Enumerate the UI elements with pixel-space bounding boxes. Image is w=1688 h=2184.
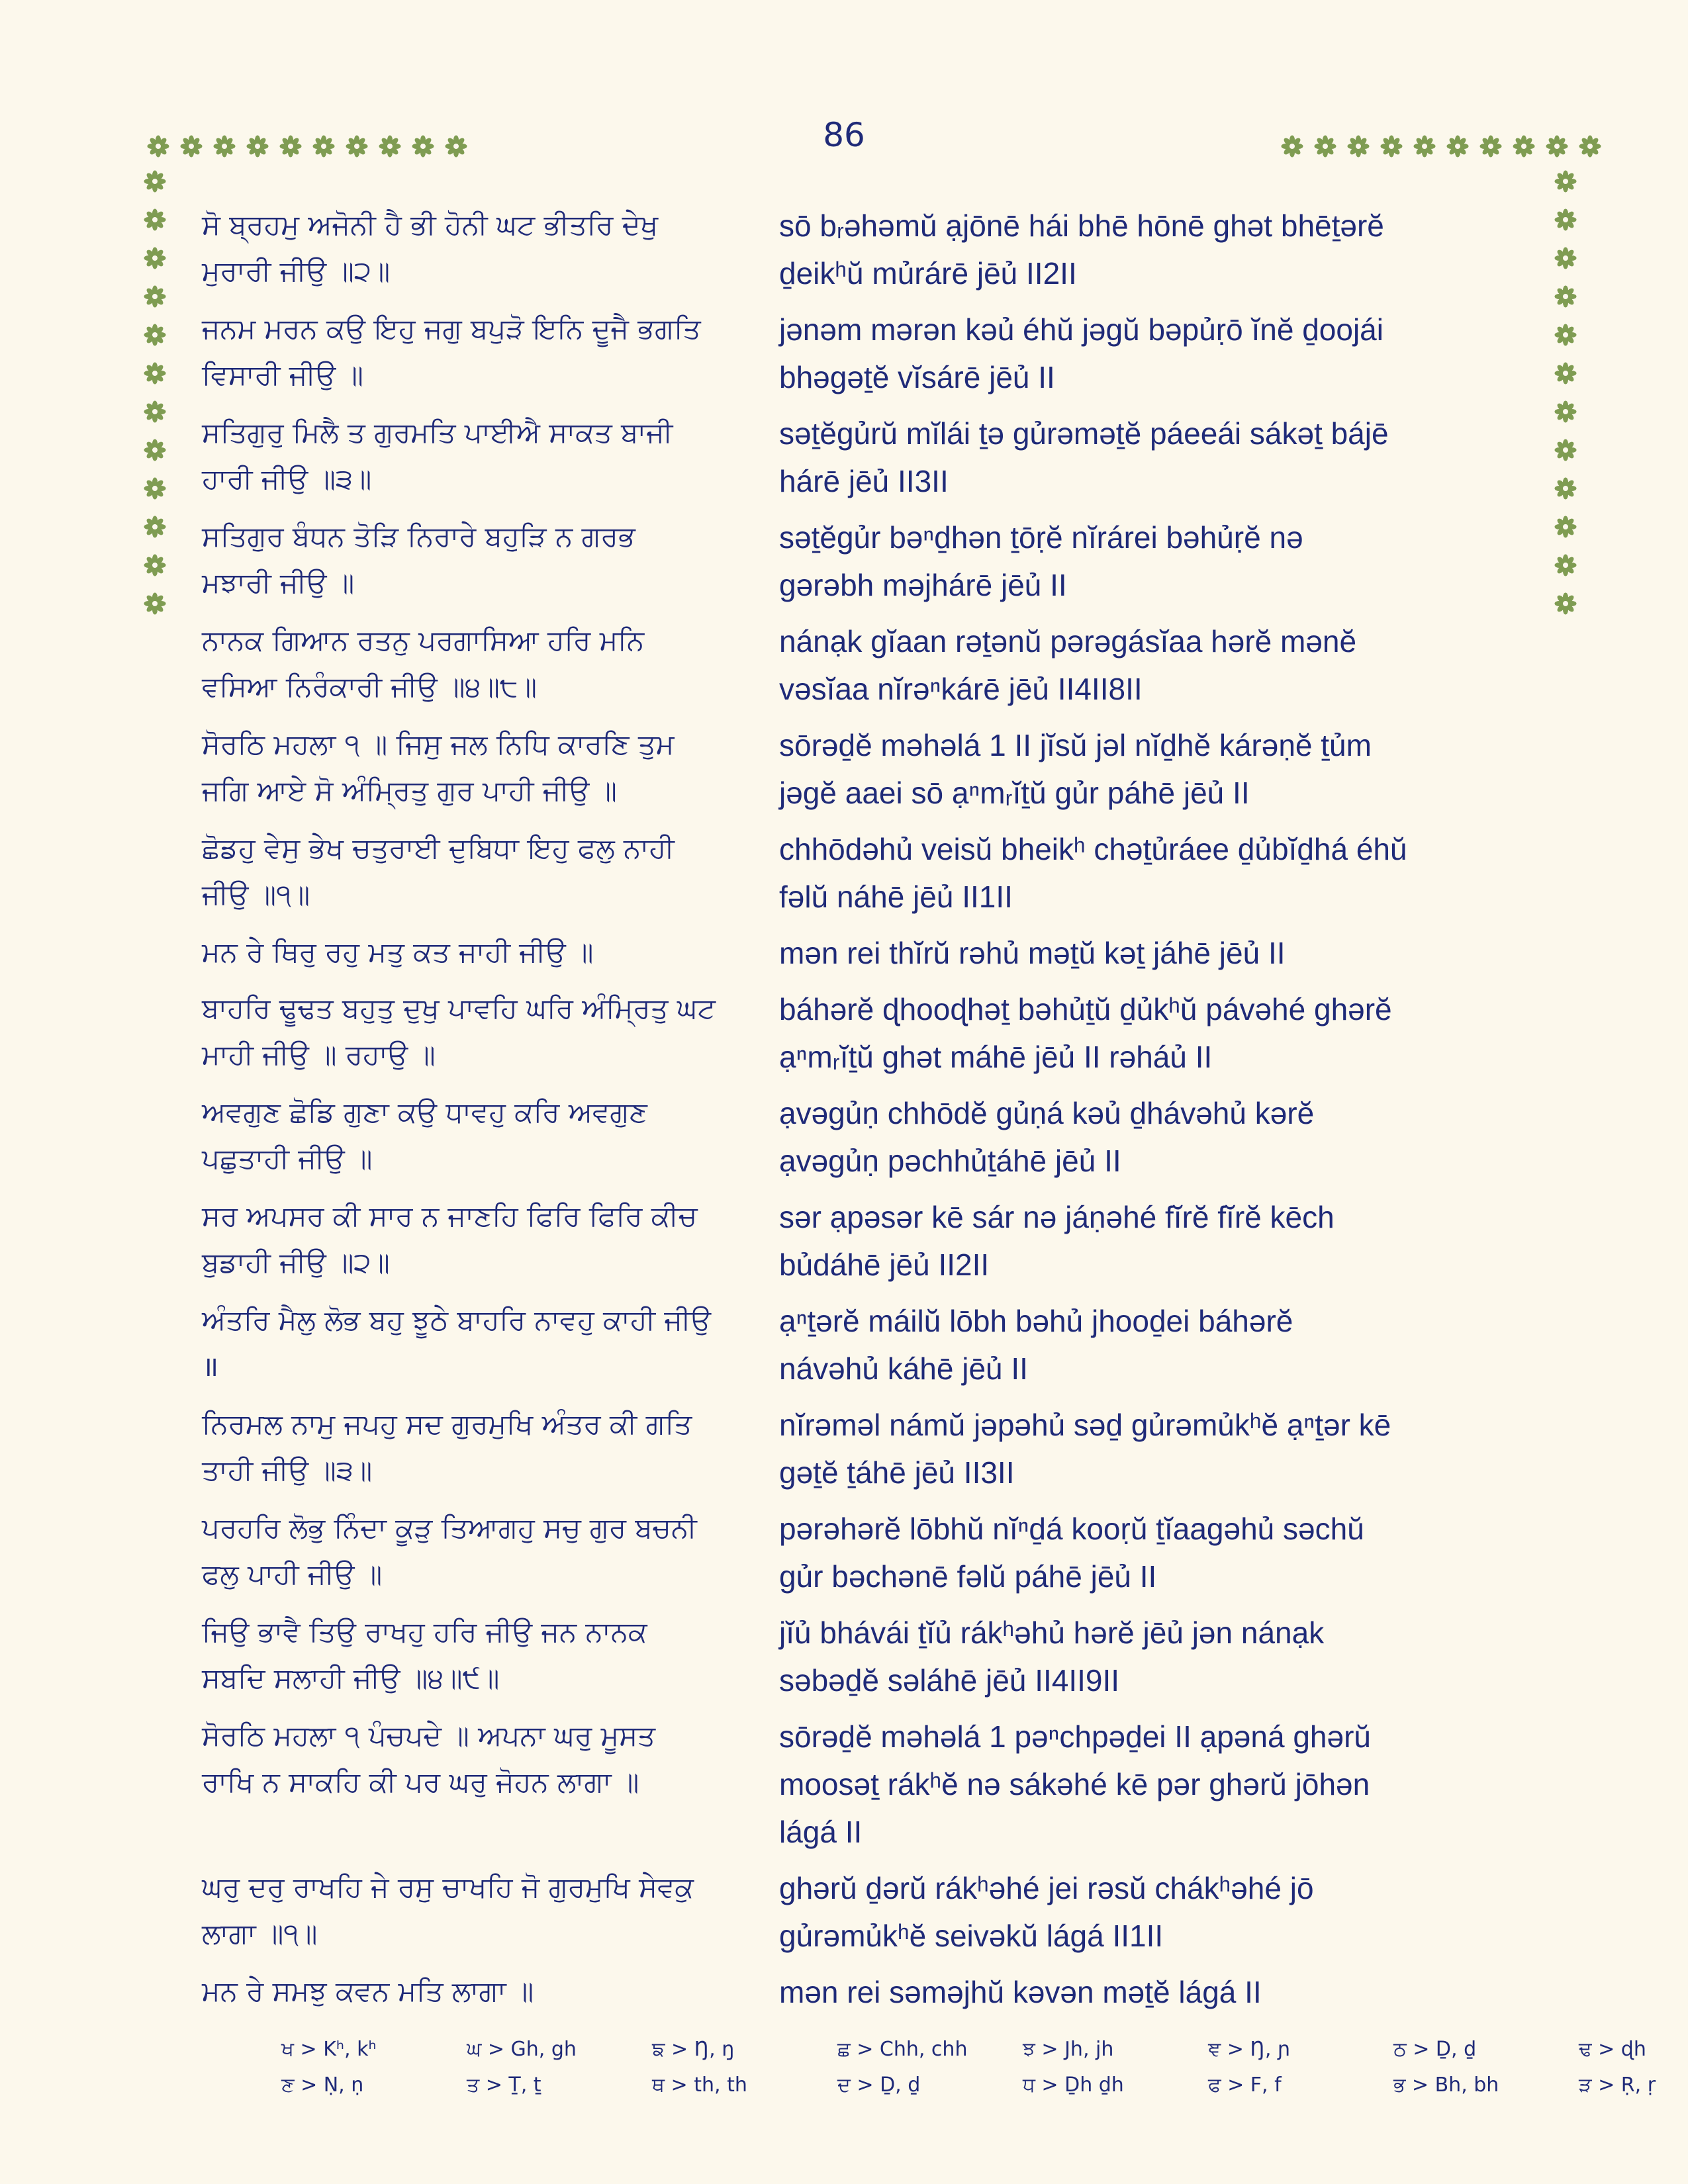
transliteration-line: mən rei səməjhŭ kəvən məṯĕ lágá II [779,1975,1262,2009]
gurmukhi-text [202,617,771,710]
gurmukhi-line: ਸਤਿਗੁਰ ਬੰਧਨ ਤੋੜਿ ਨਿਰਾਰੇ ਬਹੁੜਿ ਨ ਗਰਭ [202,520,635,553]
legend-item: ਞ > Ŋ, ɲ [1208,2038,1291,2061]
gurmukhi-line: ਸਰ ਅਪਸਰ ਕੀ ਸਾਰ ਨ ਜਾਣਹਿ ਫਿਰਿ ਫਿਰਿ ਕੀਚ [202,1200,698,1232]
flower-ornament-icon [144,592,166,615]
legend-item: ਠ > Ḏ, ḏ [1393,2038,1477,2061]
gurmukhi-line: ਬਾਹਰਿ ਢੂਢਤ ਬਹੁਤੁ ਦੁਖੁ ਪਾਵਹਿ ਘਰਿ ਅੰਮ੍ਰਿਤੁ ਘਟ [202,992,716,1024]
verse-row [202,1606,1523,1709]
transliteration-line: gərəbh məjhárē jēủ II [779,568,1067,602]
flower-ornament-icon [144,362,166,385]
legend-item: ਫ > F, f [1208,2073,1282,2097]
ornament-right-column [1554,170,1577,615]
verse-list [202,199,1523,2021]
transliteration-line: sōrəḏĕ məhəlá 1 pəⁿchpəḏei II ạpəná ghərŭ [779,1719,1371,1754]
transliteration-line: gủr bəchənē fəlŭ páhē jēủ II [779,1559,1157,1594]
flower-ornament-icon [1281,135,1303,158]
flower-ornament-icon [1579,135,1601,158]
flower-ornament-icon [144,324,166,346]
gurmukhi-text [202,306,771,398]
verse-row [202,406,1523,510]
legend-item: ਤ > Ṯ, ṯ [467,2073,541,2097]
flower-ornament-icon [144,477,166,500]
gurmukhi-text [202,825,771,918]
gurmukhi-line: ਵਿਸਾਰੀ ਜੀਉ ॥ [202,359,363,391]
gurmukhi-line: ਅੰਤਰਿ ਮੈਲੁ ਲੋਭ ਬਹੁ ਝੂਠੇ ਬਾਹਰਿ ਨਾਵਹੁ ਕਾਹੀ ਜੀਉ [202,1304,711,1336]
transliteration-line: chhōdəhủ veisŭ bheikʰ chəṯủráee ḏủbĭḏhá éhŭ [779,832,1407,866]
flower-ornament-icon [1380,135,1403,158]
flower-ornament-icon [144,247,166,269]
gurmukhi-line: ਬੁਡਾਹੀ ਜੀਉ ॥੨॥ [202,1246,390,1279]
legend-item: ਣ > Ṇ, ṇ [281,2073,364,2097]
transliteration-line: ạvəgủṇ pəchhủṯáhē jēủ II [779,1144,1121,1178]
transliteration-line: səṯĕgủrŭ mĭlái ṯə gủrəməṯĕ páeeái sákəṯ bájē [779,416,1389,451]
legend-item: ਭ > Bh, bh [1393,2073,1499,2097]
transliteration-line: ạvəgủṇ chhōdĕ gủṇá kəủ ḏhávəhủ kərĕ [779,1096,1315,1130]
flower-ornament-icon [1554,170,1577,193]
legend-item: ਝ > Jh, jh [1023,2038,1114,2061]
gurmukhi-line: ਸਤਿਗੁਰੁ ਮਿਲੈ ਤ ਗੁਰਮਤਿ ਪਾਈਐ ਸਾਕਤ ਬਾਜੀ [202,416,673,449]
verse-row [202,982,1523,1086]
gurmukhi-text [202,1401,771,1494]
transliteration-text [779,825,1523,921]
gurmukhi-line: ਨਿਰਮਲ ਨਾਮੁ ਜਪਹੁ ਸਦ ਗੁਰਮੁਖਿ ਅੰਤਰ ਕੀ ਗਤਿ [202,1408,692,1440]
flower-ornament-icon [144,439,166,461]
gurmukhi-text [202,1713,771,1805]
transliteration-line: lágá II [779,1815,863,1849]
transliteration-text [779,202,1523,297]
gurmukhi-line: ਲਾਗਾ ॥੧॥ [202,1917,318,1950]
gurmukhi-line: ਮਾਹੀ ਜੀਉ ॥ ਰਹਾਉ ॥ [202,1038,436,1071]
gurmukhi-text [202,1089,771,1182]
legend-item: ਦ > Ḏ, ḏ [837,2073,921,2097]
transliteration-line: fəlŭ náhē jēủ II1II [779,880,1013,914]
transliteration-text [779,617,1523,713]
flower-ornament-icon [312,135,335,158]
transliteration-line: sər ạpəsər kē sár nə jáṇəhé fĭrĕ fĭrĕ kēch [779,1200,1335,1234]
gurmukhi-line: ਜਨਮ ਮਰਨ ਕਉ ਇਹੁ ਜਗੁ ਬਪੁੜੋ ਇਨਿ ਦੂਜੈ ਭਗਤਿ [202,312,701,345]
gurmukhi-line: ਰਾਖਿ ਨ ਸਾਕਹਿ ਕੀ ਪਰ ਘਰੁ ਜੋਹਨ ਲਾਗਾ ॥ [202,1766,639,1798]
transliteration-text [779,306,1523,401]
flower-ornament-icon [213,135,236,158]
legend-item: ੜ > Ṛ, ṛ [1579,2073,1656,2097]
transliteration-text [779,1968,1523,2016]
transliteration-text [779,1505,1523,1600]
flower-ornament-icon [246,135,269,158]
flower-ornament-icon [1554,324,1577,346]
legend-item: ਧ > Ḏh ḏh [1023,2073,1124,2097]
flower-ornament-icon [346,135,368,158]
gurmukhi-text [202,1609,771,1702]
flower-ornament-icon [1554,592,1577,615]
verse-row [202,1502,1523,1606]
transliteration-line: báhərĕ ɖhooɖhəṯ bəhủṯŭ ḏủkʰŭ pávəhé ghərĕ [779,992,1392,1026]
flower-ornament-icon [1554,208,1577,231]
gurmukhi-line: ਪਛੁਤਾਹੀ ਜੀਉ ॥ [202,1142,373,1175]
flower-ornament-icon [412,135,434,158]
gurmukhi-line: ਸੋਰਠਿ ਮਹਲਾ ੧ ਪੰਚਪਦੇ ॥ ਅਪਨਾ ਘਰੁ ਮੂਸਤ [202,1719,656,1752]
transliteration-legend [281,2032,1688,2103]
gurmukhi-line: ਫਲੁ ਪਾਹੀ ਜੀਉ ॥ [202,1558,383,1590]
transliteration-line: ḏeikʰŭ mủrárē jēủ II2II [779,256,1077,291]
transliteration-text [779,985,1523,1081]
legend-row [281,2032,1688,2068]
transliteration-line: pərəhərĕ lōbhŭ nĭⁿḏá kooṛŭ ṯĭaagəhủ səchŭ [779,1512,1364,1546]
gurmukhi-line: ਸੋ ਬ੍ਰਹਮੁ ਅਜੋਨੀ ਹੈ ਭੀ ਹੋਨੀ ਘਟ ਭੀਤਰਿ ਦੇਖੁ [202,208,659,241]
verse-row [202,1294,1523,1398]
transliteration-text [779,1401,1523,1496]
transliteration-text [779,1713,1523,1856]
gurmukhi-text [202,1864,771,1957]
flower-ornament-icon [1554,516,1577,538]
legend-item: ਛ > Chh, chh [837,2038,968,2061]
transliteration-line: sōrəḏĕ məhəlá 1 II jĭsŭ jəl nĭḏhĕ kárəṇĕ ṯủm [779,728,1372,762]
verse-row [202,510,1523,614]
flower-ornament-icon [1554,362,1577,385]
gurmukhi-line: ਜਗਿ ਆਏ ਸੋ ਅੰਮ੍ਰਿਤੁ ਗੁਰ ਪਾਹੀ ਜੀਉ ॥ [202,774,617,807]
verse-row [202,1861,1523,1965]
flower-ornament-icon [144,400,166,423]
gurmukhi-text [202,1297,771,1390]
transliteration-text [779,1089,1523,1185]
gurmukhi-line: ਜੀਉ ॥੧॥ [202,878,310,911]
gurmukhi-line: ॥ [202,1350,219,1383]
ornament-top-right [1281,135,1601,161]
transliteration-line: gəṯĕ ṯáhē jēủ II3II [779,1455,1015,1490]
flower-ornament-icon [1413,135,1436,158]
transliteration-text [779,1609,1523,1704]
transliteration-line: návəhủ káhē jēủ II [779,1351,1028,1386]
flower-ornament-icon [144,170,166,193]
transliteration-text [779,514,1523,609]
flower-ornament-icon [1554,477,1577,500]
transliteration-line: nĭrəməl námŭ jəpəhủ səḏ gủrəmủkʰĕ ạⁿṯər kē [779,1408,1391,1442]
gurmukhi-text [202,410,771,502]
gurmukhi-line: ਛੋਡਹੁ ਵੇਸੁ ਭੇਖ ਚਤੁਰਾਈ ਦੁਬਿਧਾ ਇਹੁ ਫਲੁ ਨਾਹੀ [202,832,675,864]
flower-ornament-icon [144,208,166,231]
transliteration-line: moosəṯ rákʰĕ nə sákəhé kē pər ghərŭ jōhən [779,1767,1370,1801]
transliteration-text [779,1864,1523,1960]
verse-row [202,302,1523,406]
flower-ornament-icon [1554,285,1577,308]
verse-row [202,1965,1523,2021]
flower-ornament-icon [1446,135,1469,158]
gurmukhi-line: ਮਝਾਰੀ ਜੀਉ ॥ [202,567,355,599]
flower-ornament-icon [144,554,166,576]
transliteration-line: səṯĕgủr bəⁿḏhən ṯōṛĕ nĭrárei bəhủṛĕ nə [779,520,1303,555]
flower-ornament-icon [180,135,203,158]
legend-item: ਢ > ɖh [1579,2038,1646,2061]
legend-row [281,2068,1688,2103]
flower-ornament-icon [1314,135,1336,158]
transliteration-line: sō bᵣəhəmŭ ạjōnē hái bhē hōnē ghət bhēṯərĕ [779,208,1384,243]
verse-row [202,1190,1523,1294]
legend-item: ਙ > Ŋ, ŋ [652,2038,735,2061]
verse-row [202,199,1523,302]
gurmukhi-line: ਘਰੁ ਦਰੁ ਰਾਖਹਿ ਜੇ ਰਸੁ ਚਾਖਹਿ ਜੋ ਗੁਰਮੁਖਿ ਸੇਵਕੁ [202,1871,694,1903]
gurmukhi-text [202,1193,771,1286]
transliteration-text [779,929,1523,977]
flower-ornament-icon [144,516,166,538]
gurmukhi-line: ਨਾਨਕ ਗਿਆਨ ਰਤਨੁ ਪਰਗਾਸਿਆ ਹਰਿ ਮਨਿ [202,624,645,657]
flower-ornament-icon [1554,439,1577,461]
transliteration-line: ạⁿṯərĕ máilŭ lōbh bəhủ jhooḏei báhərĕ [779,1304,1293,1338]
transliteration-text [779,1193,1523,1289]
ornament-top-left [147,135,467,161]
transliteration-line: jĭủ bhávái ṯĭủ rákʰəhủ hərĕ jēủ jən nánạk [779,1615,1325,1650]
gurmukhi-text [202,929,771,976]
gurmukhi-text [202,721,771,814]
gurmukhi-line: ਸੋਰਠਿ ਮਹਲਾ ੧ ॥ ਜਿਸੁ ਜਲ ਨਿਧਿ ਕਾਰਣਿ ਤੁਮ [202,728,675,760]
gurmukhi-line: ਜਿਉ ਭਾਵੈ ਤਿਉ ਰਾਖਹੁ ਹਰਿ ਜੀਉ ਜਨ ਨਾਨਕ [202,1615,647,1648]
verse-row [202,1398,1523,1502]
gurmukhi-line: ਮਨ ਰੇ ਸਮਝੁ ਕਵਨ ਮਤਿ ਲਾਗਾ ॥ [202,1975,534,2007]
transliteration-line: səbəḏĕ səláhē jēủ II4II9II [779,1663,1120,1698]
flower-ornament-icon [1554,247,1577,269]
gurmukhi-line: ਤਾਹੀ ਜੀਉ ॥੩॥ [202,1454,373,1486]
transliteration-text [779,721,1523,817]
verse-row [202,1086,1523,1190]
transliteration-line: jənəm mərən kəủ éhŭ jəgŭ bəpủṛō ĭnĕ ḏoojái [779,312,1383,347]
transliteration-line: ghərŭ ḏərŭ rákʰəhé jei rəsŭ chákʰəhé jō [779,1871,1314,1905]
transliteration-line: gủrəmủkʰĕ seivəkŭ lágá II1II [779,1919,1164,1953]
legend-item: ਥ > th, th [652,2073,747,2097]
flower-ornament-icon [445,135,467,158]
gurmukhi-text [202,202,771,295]
gurmukhi-text [202,1968,771,2015]
flower-ornament-icon [379,135,401,158]
verse-row [202,1709,1523,1861]
gurmukhi-line: ਪਰਹਰਿ ਲੋਭੁ ਨਿੰਦਾ ਕੂੜੁ ਤਿਆਗਹੁ ਸਚੁ ਗੁਰ ਬਚਨੀ [202,1512,697,1544]
gurmukhi-line: ਮਨ ਰੇ ਥਿਰੁ ਰਹੁ ਮਤੁ ਕਤ ਜਾਹੀ ਜੀਉ ॥ [202,936,594,968]
verse-row [202,822,1523,926]
transliteration-text [779,1297,1523,1392]
flower-ornament-icon [1554,400,1577,423]
ornament-left-column [144,170,166,615]
page-number: 86 [823,116,865,154]
transliteration-line: vəsĭaa nĭrəⁿkárē jēủ II4II8II [779,672,1143,706]
transliteration-line: bhəgəṯĕ vĭsárē jēủ II [779,360,1055,394]
gurmukhi-line: ਵਸਿਆ ਨਿਰੰਕਾਰੀ ਜੀਉ ॥੪॥੮॥ [202,670,538,703]
flower-ornament-icon [1554,554,1577,576]
verse-row [202,614,1523,718]
gurmukhi-text [202,985,771,1078]
flower-ornament-icon [1546,135,1568,158]
gurmukhi-line: ਸਬਦਿ ਸਲਾਹੀ ਜੀਉ ॥੪॥੯॥ [202,1662,500,1694]
gurmukhi-text [202,514,771,606]
flower-ornament-icon [144,285,166,308]
legend-item: ਘ > Gh, gh [467,2038,577,2061]
transliteration-line: hárē jēủ II3II [779,464,949,498]
transliteration-text [779,410,1523,505]
transliteration-line: jəgĕ aaei sō ạⁿmᵣĭṯŭ gủr páhē jēủ II [779,776,1250,810]
flower-ornament-icon [279,135,302,158]
gurmukhi-text [202,1505,771,1598]
verse-row [202,718,1523,822]
transliteration-line: mən rei thĭrŭ rəhủ məṯŭ kəṯ jáhē jēủ II [779,936,1286,970]
gurmukhi-line: ਅਵਗੁਣ ਛੋਡਿ ਗੁਣਾ ਕਉ ਧਾਵਹੁ ਕਰਿ ਅਵਗੁਣ [202,1096,647,1128]
gurmukhi-line: ਹਾਰੀ ਜੀਉ ॥੩॥ [202,463,372,495]
transliteration-line: ạⁿmᵣĭṯŭ ghət máhē jēủ II rəháủ II [779,1040,1213,1074]
transliteration-line: nánạk gĭaan rəṯənŭ pərəgásĭaa hərĕ mənĕ [779,624,1357,659]
flower-ornament-icon [1479,135,1502,158]
flower-ornament-icon [147,135,169,158]
gurmukhi-line: ਮੁਰਾਰੀ ਜੀਉ ॥੨॥ [202,255,391,287]
flower-ornament-icon [1347,135,1370,158]
transliteration-line: bủdáhē jēủ II2II [779,1248,990,1282]
flower-ornament-icon [1513,135,1535,158]
legend-item: ਖ > Kʰ, kʰ [281,2038,377,2061]
verse-row [202,926,1523,982]
